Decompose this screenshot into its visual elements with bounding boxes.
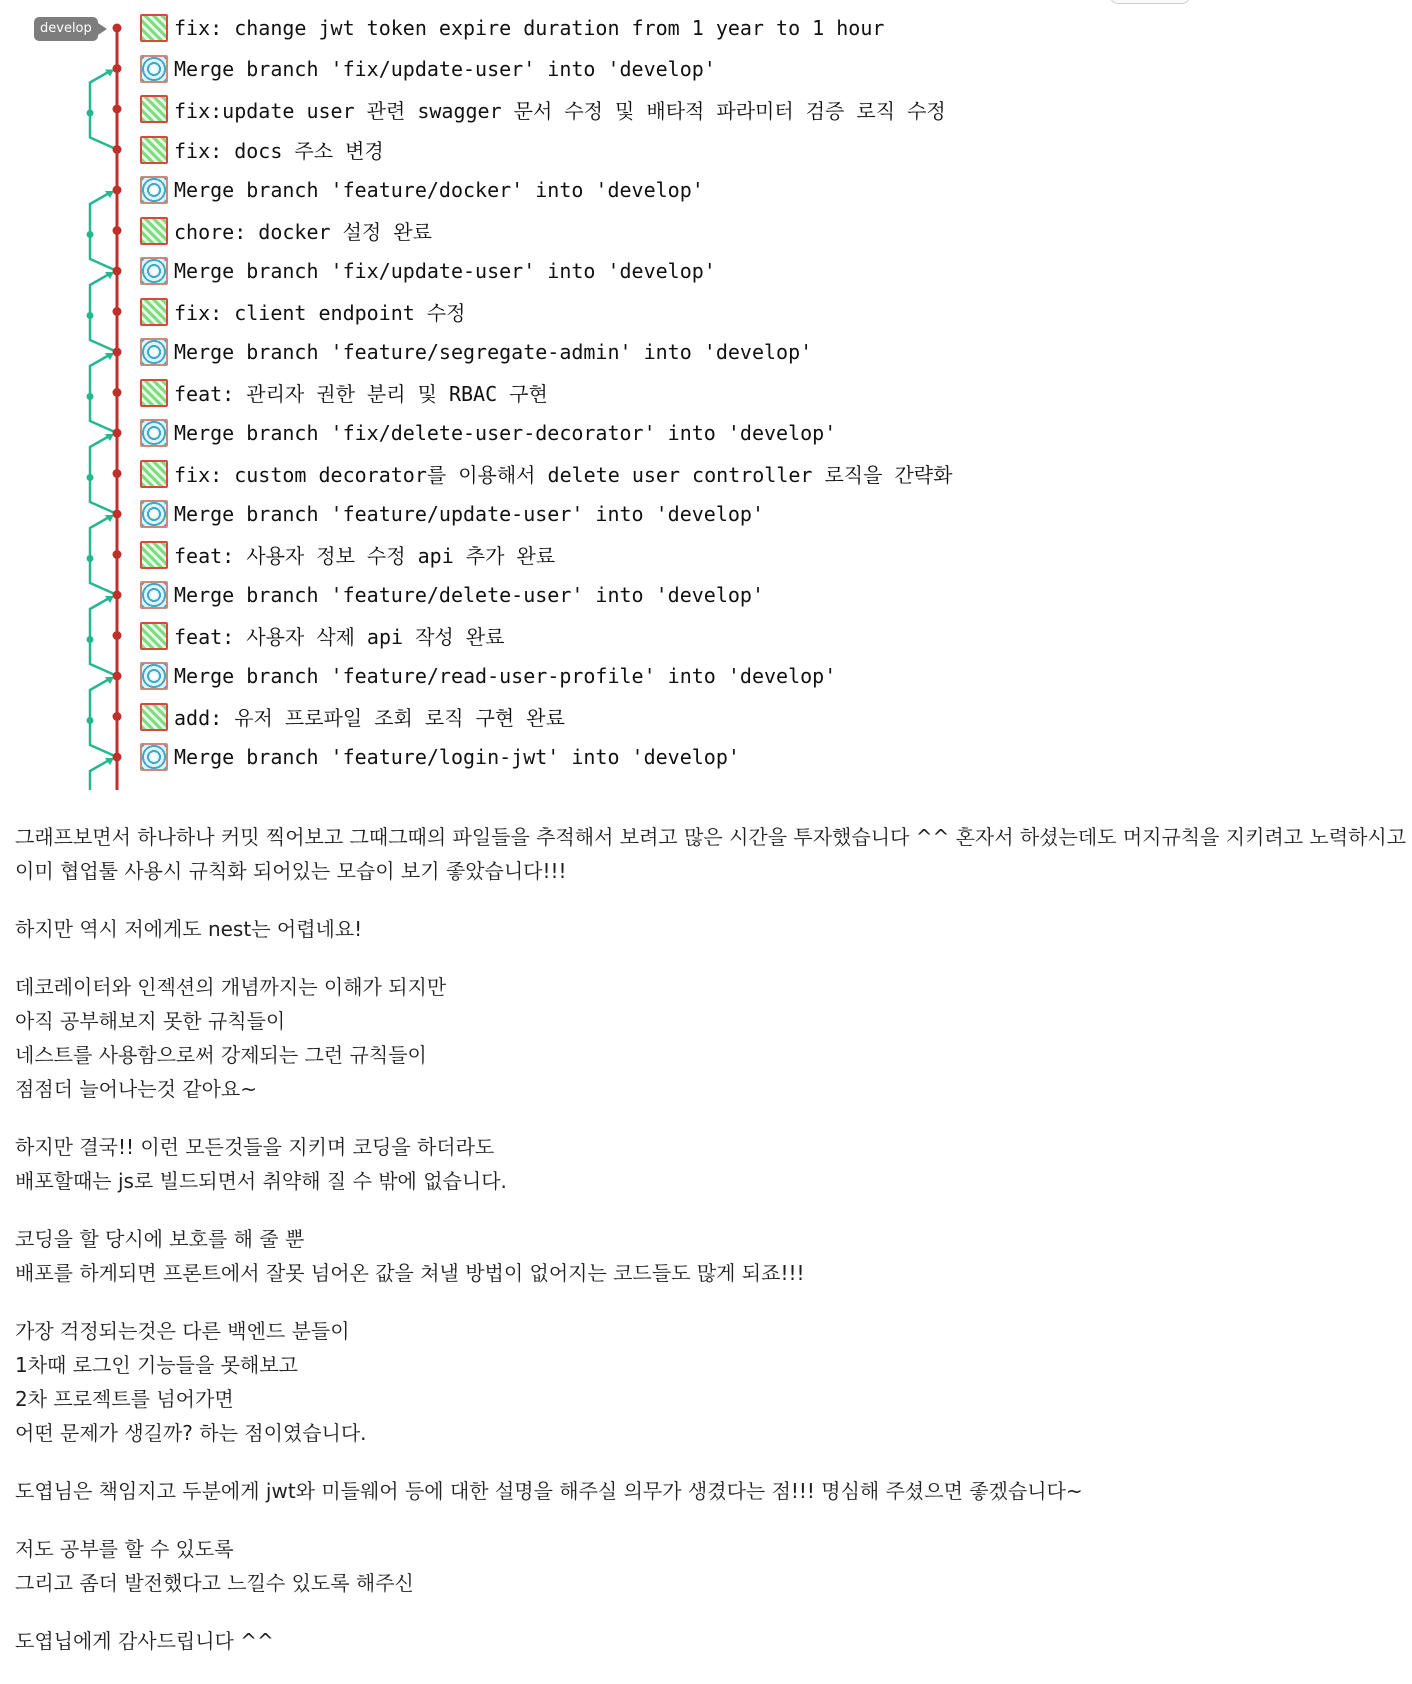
commit-row[interactable]	[140, 292, 466, 332]
commit-message[interactable]: fix:update user 관련 swagger 문서 수정 및 배타적 파라미터 검증 로직 수정	[174, 98, 946, 123]
merge-avatar-icon	[140, 500, 168, 528]
commit-row[interactable]	[140, 737, 740, 777]
branch-commit-dot	[87, 110, 94, 117]
commit-row[interactable]	[140, 332, 812, 372]
author-avatar-icon	[140, 95, 168, 123]
commit-message[interactable]: fix: change jwt token expire duration from 1 year to 1 hour	[174, 16, 885, 40]
branch-commit-dot	[87, 474, 94, 481]
comment-line: 배포할때는 js로 빌드되면서 취약해 질 수 밖에 없습니다.	[15, 1169, 507, 1193]
comment-paragraph	[15, 912, 1405, 946]
comment-line: 하지만 역시 저에게도 nest는 어렵네요!	[15, 917, 363, 941]
commit-message[interactable]: Merge branch 'fix/update-user' into 'develop'	[174, 56, 716, 81]
comment-paragraph	[15, 1222, 1405, 1290]
commit-graph-panel	[0, 0, 1412, 790]
comment-line: 데코레이터와 인젝션의 개념까지는 이해가 되지만	[15, 975, 447, 999]
branch-tag-develop[interactable]: develop	[34, 17, 98, 41]
comment-line: 그리고 좀더 발전했다고 느낄수 있도록 해주신	[15, 1571, 414, 1595]
commit-dot	[113, 24, 122, 33]
comment-paragraph	[15, 1624, 1405, 1658]
comment-paragraph	[15, 1532, 1405, 1600]
commit-message[interactable]: fix: docs 주소 변경	[174, 139, 384, 163]
comment-line: 2차 프로젝트를 넘어가면	[15, 1387, 234, 1411]
commit-row[interactable]	[140, 211, 432, 251]
comment-line: 도엽님은 책임지고 두분에게 jwt와 미들웨어 등에 대한 설명을 해주실 의무가 생겼다는 점!!! 명심해 주셨으면 좋겠습니다~	[15, 1479, 1083, 1503]
comment-paragraph	[15, 820, 1405, 888]
comment-line: 배포를 하게되면 프론트에서 잘못 넘어온 값을 쳐낼 방법이 없어지는 코드들도 많게 되죠!!!	[15, 1261, 805, 1285]
commit-dot	[113, 145, 122, 154]
commit-graph	[0, 0, 140, 790]
commit-message[interactable]: chore: docker 설정 완료	[174, 220, 432, 244]
commit-dot	[113, 267, 122, 276]
branch-commit-dot	[87, 555, 94, 562]
commit-dot	[113, 510, 122, 519]
commit-row[interactable]	[140, 251, 716, 291]
commit-dot	[113, 186, 122, 195]
commit-message[interactable]: Merge branch 'feature/read-user-profile' into 'develop'	[174, 664, 837, 688]
author-avatar-icon	[140, 217, 168, 245]
branch-commit-dot	[87, 231, 94, 238]
comment-line: 1차때 로그인 기능들을 못해보고	[15, 1353, 298, 1377]
commit-row[interactable]	[140, 697, 565, 737]
commit-row[interactable]	[140, 8, 884, 48]
author-avatar-icon	[140, 136, 168, 164]
commit-message[interactable]: Merge branch 'feature/login-jwt' into 'develop'	[174, 745, 740, 769]
commit-dot	[113, 64, 122, 73]
comment-paragraph	[15, 1314, 1405, 1450]
merge-avatar-icon	[140, 176, 168, 204]
commit-row[interactable]	[140, 494, 764, 534]
commit-message[interactable]: Merge branch 'feature/segregate-admin' into 'develop'	[174, 340, 813, 364]
commit-message[interactable]: feat: 사용자 정보 수정 api 추가 완료	[174, 544, 556, 568]
commit-dot	[113, 348, 122, 357]
commit-row[interactable]	[140, 89, 946, 129]
branch-commit-dot	[87, 312, 94, 319]
comment-paragraph	[15, 1130, 1405, 1198]
author-avatar-icon	[140, 703, 168, 731]
commit-dot	[113, 591, 122, 600]
commit-row[interactable]	[140, 373, 548, 413]
author-avatar-icon	[140, 460, 168, 488]
commit-row[interactable]	[140, 656, 836, 696]
merge-avatar-icon	[140, 581, 168, 609]
commit-message[interactable]: fix: custom decorator를 이용해서 delete user controller 로직을 간략화	[174, 463, 953, 487]
commit-row[interactable]	[140, 170, 704, 210]
comment-line: 점점더 늘어나는것 같아요~	[15, 1077, 257, 1101]
scroll-pill[interactable]	[1110, 0, 1190, 4]
merge-avatar-icon	[140, 743, 168, 771]
comment-line: 그래프보면서 하나하나 커밋 찍어보고 그때그때의 파일들을 추적해서 보려고 많은 시간을 투자했습니다 ^^ 혼자서 하셨는데도 머지규칙을 지키려고 노력하시고	[15, 825, 1407, 849]
merge-avatar-icon	[140, 55, 168, 83]
commit-dot	[113, 550, 122, 559]
commit-row[interactable]	[140, 49, 716, 89]
commit-row[interactable]	[140, 454, 952, 494]
merge-avatar-icon	[140, 257, 168, 285]
commit-dot	[113, 429, 122, 438]
author-avatar-icon	[140, 379, 168, 407]
commit-row[interactable]	[140, 130, 384, 170]
commit-dot	[113, 388, 122, 397]
commit-message[interactable]: feat: 관리자 권한 분리 및 RBAC 구현	[174, 382, 548, 406]
branch-commit-dot	[87, 636, 94, 643]
commit-dot	[113, 753, 122, 762]
comment-line: 코딩을 할 당시에 보호를 해 줄 뿐	[15, 1227, 305, 1251]
commit-dot	[113, 631, 122, 640]
commit-dot	[113, 105, 122, 114]
commit-dot	[113, 307, 122, 316]
comment-line: 저도 공부를 할 수 있도록	[15, 1537, 234, 1561]
branch-commit-dot	[87, 393, 94, 400]
merge-avatar-icon	[140, 338, 168, 366]
comment-line: 하지만 결국!! 이런 모든것들을 지키며 코딩을 하더라도	[15, 1135, 495, 1159]
comment-line: 이미 협업툴 사용시 규칙화 되어있는 모습이 보기 좋았습니다!!!	[15, 859, 567, 883]
commit-message[interactable]: Merge branch 'feature/update-user' into 'develop'	[174, 502, 765, 526]
commit-message[interactable]: Merge branch 'fix/update-user' into 'develop'	[174, 259, 716, 283]
commit-row[interactable]	[140, 575, 764, 615]
commit-message[interactable]: fix: client endpoint 수정	[174, 301, 466, 325]
author-avatar-icon	[140, 14, 168, 42]
feature-branch-line	[90, 759, 117, 790]
merge-avatar-icon	[140, 662, 168, 690]
commit-message[interactable]: Merge branch 'feature/delete-user' into 'develop'	[174, 583, 765, 607]
branch-commit-dot	[87, 717, 94, 724]
comment-paragraph	[15, 1474, 1405, 1508]
author-avatar-icon	[140, 622, 168, 650]
commit-row[interactable]	[140, 535, 555, 575]
comment-line: 도엽닙에게 감사드립니다 ^^	[15, 1629, 274, 1653]
commit-dot	[113, 469, 122, 478]
commit-row[interactable]	[140, 616, 504, 656]
comment-line: 아직 공부해보지 못한 규칙들이	[15, 1009, 286, 1033]
comment-line: 네스트를 사용함으로써 강제되는 그런 규칙들이	[15, 1043, 427, 1067]
commit-message[interactable]: Merge branch 'feature/docker' into 'develop'	[174, 178, 704, 202]
comment-line: 가장 걱정되는것은 다른 백엔드 분들이	[15, 1319, 350, 1343]
commit-dot	[113, 712, 122, 721]
commit-message[interactable]: feat: 사용자 삭제 api 작성 완료	[174, 625, 505, 649]
comment-body	[15, 820, 1405, 1682]
author-avatar-icon	[140, 541, 168, 569]
commit-row[interactable]	[140, 413, 836, 453]
comment-line: 어떤 문제가 생길까? 하는 점이였습니다.	[15, 1421, 367, 1445]
commit-dot	[113, 226, 122, 235]
commit-message[interactable]: add: 유저 프로파일 조회 로직 구현 완료	[174, 706, 565, 730]
commit-message[interactable]: Merge branch 'fix/delete-user-decorator' into 'develop'	[174, 421, 837, 445]
author-avatar-icon	[140, 298, 168, 326]
comment-paragraph	[15, 970, 1405, 1106]
merge-avatar-icon	[140, 419, 168, 447]
commit-dot	[113, 672, 122, 681]
